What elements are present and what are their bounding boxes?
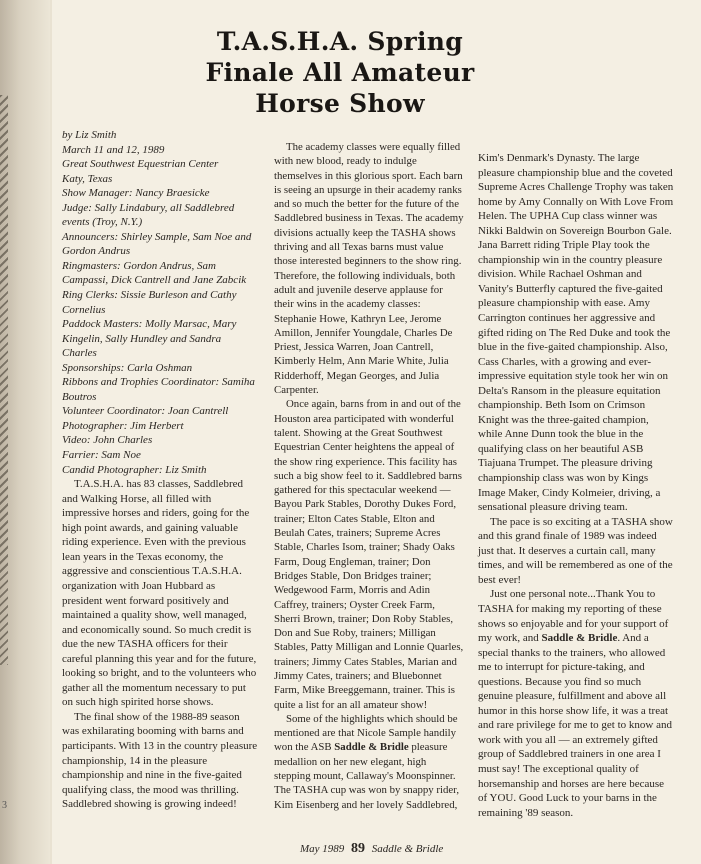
- paragraph-text: . And a special thanks to the trainers, who allowed me to interrupt for picture-taking, and questions. Because you find so much genuine pleasure, fulfillment and above all humor in this horse show life, it was a treat and rare privilege for me to get to know and work with you all — an extremely gifted group of Saddlebred trainers in one area I must say! The exceptional quality of horsemanship and horses are here because of YOU. Good Luck to your barns in the remaining '89 season.: [478, 632, 672, 819]
- credit-line: Ring Clerks: Sissie Burleson and Cathy Cornelius: [62, 289, 237, 316]
- credit-line: Great Southwest Equestrian Center: [62, 158, 219, 171]
- credit-line: Katy, Texas: [62, 172, 113, 185]
- page-footer: [300, 841, 600, 857]
- paragraph-text: pleasure medallion on her new elegant, high stepping mount, Callaway's Moonspinner. The TASHA cup was won by snappy rider, Kim Eisenberg and her lovely Saddlebred,: [274, 741, 460, 811]
- credit-line: Ringmasters: Gordon Andrus, Sam Campassi, Dick Cantrell and Jane Zabcik: [62, 259, 247, 287]
- magazine-name: Saddle & Bridle: [334, 741, 409, 754]
- credit-line: Ribbons and Trophies Coordinator: Samiha Boutros: [62, 376, 255, 403]
- body-paragraph: Kim's Denmark's Dynasty. The large pleasure championship blue and the coveted Supreme Acres Challenge Trophy was taken home by Amy Connally on With Love From Helen. The UPHA Cup class winner was Nikki Baldwin on Sovereign Bourbon Gale. Jana Barrett riding Triple Play took the championship win in the country pleasure division. While Rachael Oshman and Vanity's Butterfly captured the five-gaited pleasure championship with ease. Amy Carrington continues her aggressive and gifted riding on The Red Duke and took the blue in the five-gaited championship. Also, Cass Charles, with a growing and ever-impressive equitation style took her win on Delta's Ransom in the pleasure equitation championship. Beth Isom on Crimson Knight was the three-gaited champion, while Anne Dunn took the blue in the qualifying class on her beautiful ASB Tiajuana Trumpet. The pleasure driving championship class was won by Kings Image Maker, Cindy Kolmeier, driving, a sensational pleasure driving team.: [478, 152, 674, 514]
- credit-line: Photographer: Jim Herbert: [62, 419, 184, 432]
- credit-line: Candid Photographer: Liz Smith: [62, 463, 207, 476]
- footer-magazine: Saddle & Bridle: [371, 843, 444, 855]
- title-line: T.A.S.H.A. Spring: [216, 27, 464, 56]
- body-paragraph: [478, 587, 674, 820]
- body-paragraph: [274, 712, 464, 812]
- body-paragraph: T.A.S.H.A. has 83 classes, Saddlebred and Walking Horse, all filled with impressive horses and riders, going for the high point awards, and gaining valuable riding experience. Even with the previous lean years in the Texas economy, the aggressive and conscientious T.A.S.H.A. organization with Joan Hubbard as president went forward positively and maintained a quality show, well managed, and economically sound. So much credit is due the new TASHA officers for their careful planning this year and for the future, looking so bright, and to the volunteers who gather all the momentum necessary to put on such high spirited horse shows.: [62, 478, 257, 709]
- footer-date: May 1989: [300, 843, 345, 855]
- body-paragraph: The academy classes were equally filled with new blood, ready to indulge themselves in this glorious sport. Each barn is seeing an upsurge in their academy ranks and so much the better for the future of the Saddlebred business in Texas. The academy divisions actually keep the TASHA shows thriving and all Texas barns must value those interested beginners to the show ring. Therefore, the following individuals, both adult and juvenile deserve applause for their wins in the academy classes: Stephanie Howe, Kathryn Lee, Jerome Amillon, Jennifer Youngdale, Charles De Priest, Jessica Warren, Joan Cantrell, Kimberly Helm, Ann Marie White, Julia Ridderhoff, Megan Georges, and Julia Carpenter.: [274, 141, 464, 397]
- facing-page-number: 3: [2, 800, 7, 811]
- page-number: 89: [351, 841, 366, 856]
- show-credits: [62, 128, 258, 477]
- credit-line: Paddock Masters: Molly Marsac, Mary Kingelin, Sally Hundley and Sandra Charles: [62, 318, 237, 360]
- credit-line: by Liz Smith: [62, 129, 117, 141]
- facing-page-border: [0, 95, 8, 665]
- body-paragraph: The pace is so exciting at a TASHA show and this grand finale of 1989 was indeed just that. It deserves a curtain call, many times, and will be remembered as one of the best ever!: [478, 515, 673, 586]
- paragraph-text: Some of the highlights which should be mentioned are that Nicole Sample handily won the ASB: [274, 712, 458, 754]
- column-3: [478, 151, 674, 820]
- credit-line: Judge: Sally Lindabury, all Saddlebred events (Troy, N.Y.): [62, 201, 235, 229]
- paragraph-text: Just one personal note...Thank You to TASHA for making my reporting of these shows so enjoyable and for your support of my work, and: [478, 588, 669, 645]
- credit-line: Announcers: Shirley Sample, Sam Noe and Gordon Andrus: [62, 230, 252, 258]
- credit-line: Video: John Charles: [62, 434, 153, 447]
- article-title: [160, 26, 520, 119]
- credit-line: March 11 and 12, 1989: [62, 143, 165, 156]
- title-line: Horse Show: [255, 89, 425, 118]
- credit-line: Show Manager: Nancy Braesicke: [62, 187, 210, 200]
- body-paragraph: The final show of the 1988-89 season was exhilarating booming with barns and participants. With 13 in the country pleasure championship, 14 in the pleasure championship and nine in the five-gaited qualifying class, the mood was thrilling. Saddlebred showing is growing indeed!: [62, 710, 258, 811]
- column-1: [62, 128, 258, 812]
- title-line: Finale All Amateur: [205, 58, 475, 87]
- magazine-name: Saddle & Bridle: [541, 632, 618, 645]
- credit-line: Volunteer Coordinator: Joan Cantrell: [62, 405, 229, 418]
- body-paragraph: Once again, barns from in and out of the Houston area participated with wonderful talent. Showing at the Great Southwest Equestrian Center heightens the appeal of the show ring experience. This facility has such a big show feel to it. Saddlebred barns gathered for this spectacular weekend — Bayou Park Stables, Dorothy Dukes Ford, trainer; Elton Cates Stable, Elton and Beulah Cates, trainers; Supreme Acres Stable, Charles Isom, trainer; Shady Oaks Farm, Doug Engleman, trainer; Don Bridges Stable, Don Bridges trainer; Wedgewood Farm, Morris and Adin Caffrey, trainers; Oyster Creek Farm, Sherri Brown, trainer; Don Roby Stables, Don and Sue Roby, trainers; Milligan Stables, Patty Milligan and Lonnie Quarles, trainers; Jimmy Cates Stables, Marian and Jimmy Cates, trainers; and Bluebonnet Farm, Mike Breeggemann, trainer. This is quite a list for an all amateur show!: [274, 398, 464, 711]
- column-2: [274, 140, 464, 812]
- credit-line: Sponsorships: Carla Oshman: [62, 361, 193, 374]
- credit-line: Farrier: Sam Noe: [62, 449, 141, 462]
